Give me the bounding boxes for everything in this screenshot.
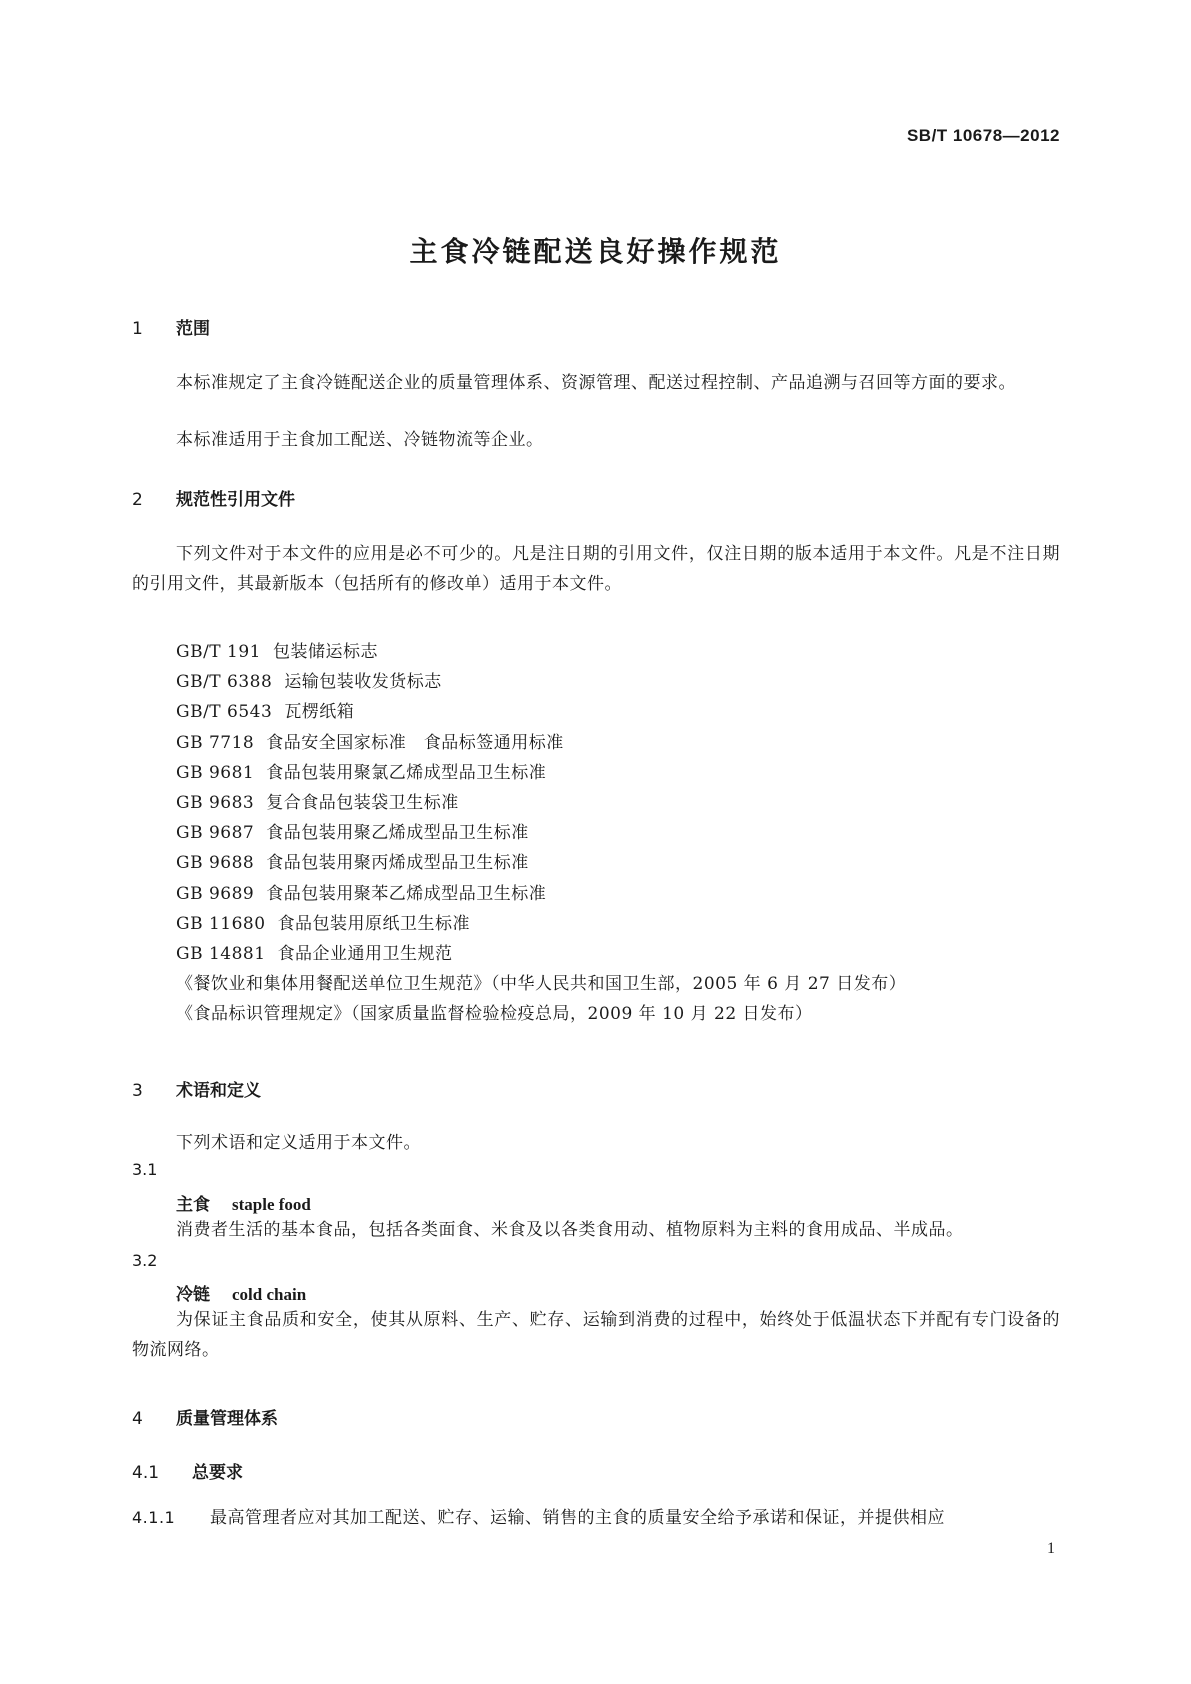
term-english: cold chain [232, 1285, 307, 1304]
reference-name: 《食品标识管理规定》（国家质量监督检验检疫总局，2009 年 10 月 22 日发布） [176, 1004, 813, 1025]
section-number: 2 [132, 490, 143, 510]
standard-code: SB/T 10678—2012 [906, 126, 1060, 145]
reference-code: GB 14881 [176, 944, 266, 965]
section-title: 规范性引用文件 [176, 490, 295, 510]
section-number: 4 [132, 1409, 143, 1429]
reference-item [176, 969, 906, 999]
term-number: 3.2 [132, 1251, 158, 1270]
reference-item [176, 848, 906, 878]
section-heading-4 [132, 1404, 278, 1429]
section-title: 质量管理体系 [176, 1409, 278, 1429]
reference-item [176, 637, 906, 667]
reference-code: GB 11680 [176, 913, 266, 934]
reference-name: 食品包装用聚氯乙烯成型品卫生标准 [266, 762, 547, 783]
terms-intro: 下列术语和定义适用于本文件。 [176, 1133, 421, 1153]
reference-code: GB 9683 [176, 793, 255, 814]
scope-paragraph-1: 本标准规定了主食冷链配送企业的质量管理体系、资源管理、配送过程控制、产品追溯与召回等方面的要求。 [176, 373, 1016, 393]
reference-name: 食品包装用原纸卫生标准 [277, 913, 471, 934]
reference-item [176, 879, 906, 909]
scope-paragraph-2: 本标准适用于主食加工配送、冷链物流等企业。 [176, 430, 544, 450]
term-chinese: 主食 [176, 1195, 210, 1215]
subsection-number: 4.1 [132, 1463, 160, 1483]
clause-4-1-1 [132, 1503, 1060, 1528]
reference-item [176, 788, 906, 818]
page-number: 1 [1047, 1540, 1055, 1557]
reference-list [176, 637, 906, 1030]
reference-item [176, 999, 906, 1029]
reference-item [176, 939, 906, 969]
reference-code: GB 9681 [176, 762, 255, 783]
term-number: 3.1 [132, 1160, 158, 1179]
section-title: 术语和定义 [176, 1081, 261, 1101]
references-intro: 下列文件对于本文件的应用是必不可少的。凡是注日期的引用文件，仅注日期的版本适用于本文件。凡是不注日期的引用文件，其最新版本（包括所有的修改单）适用于本文件。 [132, 544, 1060, 594]
term-heading [176, 1280, 306, 1305]
section-number: 3 [132, 1081, 143, 1101]
reference-code: GB 9687 [176, 823, 255, 844]
document-title: 主食冷链配送良好操作规范 [409, 235, 782, 268]
clause-number: 4.1.1 [132, 1508, 176, 1527]
reference-code: GB 7718 [176, 732, 255, 753]
reference-code: GB/T 6388 [176, 672, 273, 693]
reference-name: 包装储运标志 [273, 642, 378, 662]
reference-item [176, 818, 906, 848]
reference-code: GB/T 191 [176, 642, 261, 662]
reference-code: GB 9689 [176, 883, 255, 904]
reference-name: 食品包装用聚乙烯成型品卫生标准 [266, 823, 529, 844]
reference-item [176, 728, 906, 758]
subsection-heading-4-1 [132, 1458, 243, 1483]
term-heading [176, 1190, 311, 1215]
subsection-title: 总要求 [192, 1463, 243, 1483]
reference-item [176, 697, 906, 727]
section-number: 1 [132, 319, 143, 339]
term-definition: 为保证主食品质和安全，使其从原料、生产、贮存、运输到消费的过程中，始终处于低温状态下并配有专门设备的物流网络。 [132, 1310, 1060, 1360]
reference-name: 食品安全国家标准 食品标签通用标准 [266, 732, 564, 753]
section-heading-2 [132, 485, 295, 510]
reference-code: GB/T 6543 [176, 702, 273, 723]
reference-name: 食品企业通用卫生规范 [277, 944, 453, 965]
reference-name: 运输包装收发货标志 [284, 672, 442, 693]
section-title: 范围 [176, 319, 210, 339]
section-heading-3 [132, 1076, 261, 1101]
reference-name: 瓦楞纸箱 [284, 702, 355, 723]
term-english: staple food [232, 1195, 311, 1214]
term-chinese: 冷链 [176, 1285, 210, 1305]
reference-item [176, 667, 906, 697]
section-heading-1 [132, 314, 210, 339]
reference-item [176, 909, 906, 939]
reference-name: 食品包装用聚苯乙烯成型品卫生标准 [266, 883, 547, 904]
reference-code: GB 9688 [176, 853, 255, 874]
reference-name: 复合食品包装袋卫生标准 [266, 793, 459, 814]
reference-name: 食品包装用聚丙烯成型品卫生标准 [266, 853, 529, 874]
clause-text: 最高管理者应对其加工配送、贮存、运输、销售的主食的质量安全给予承诺和保证，并提供相应 [210, 1508, 945, 1528]
reference-item [176, 758, 906, 788]
term-definition: 消费者生活的基本食品，包括各类面食、米食及以各类食用动、植物原料为主料的食用成品、半成品。 [176, 1220, 964, 1240]
reference-name: 《餐饮业和集体用餐配送单位卫生规范》（中华人民共和国卫生部，2005 年 6 月 27 日发布） [176, 974, 907, 995]
